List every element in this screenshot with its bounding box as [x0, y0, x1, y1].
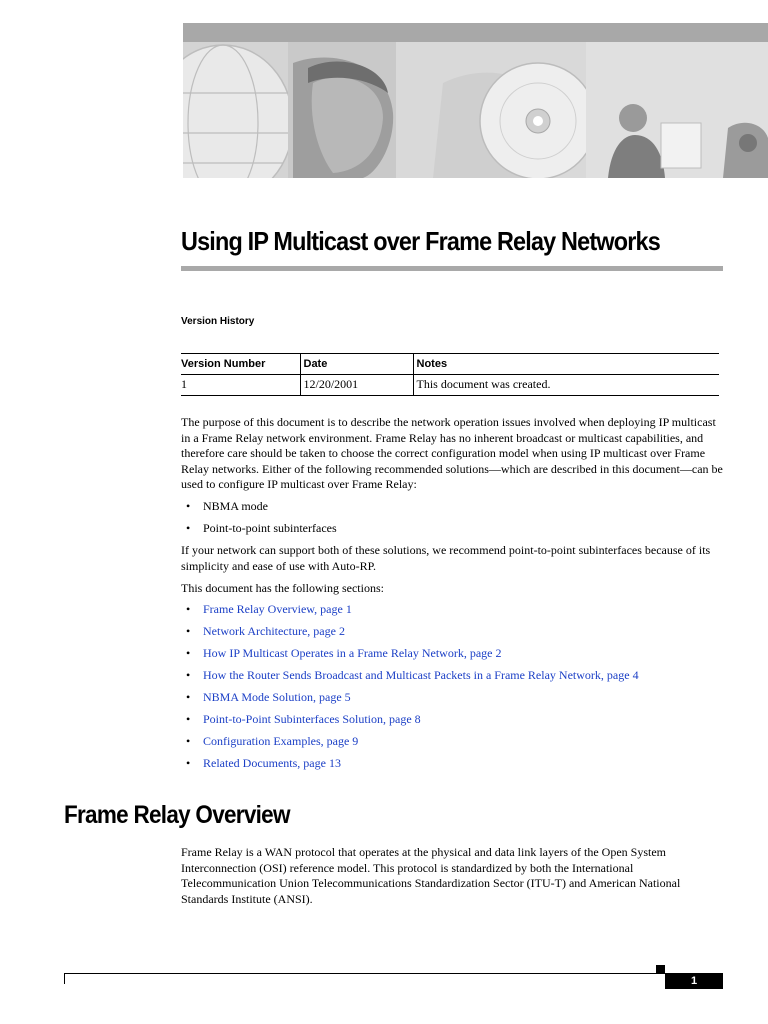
list-item	[181, 602, 639, 624]
version-history-label: Version History	[181, 316, 255, 327]
table-row	[181, 375, 719, 396]
sections-intro: This document has the following sections:	[181, 581, 384, 595]
column-header-notes: Notes	[413, 354, 719, 375]
document-title: Using IP Multicast over Frame Relay Networks	[181, 226, 660, 256]
list-item	[181, 734, 639, 756]
solutions-list	[181, 499, 337, 543]
header-banner-image	[183, 23, 768, 178]
column-header-version: Version Number	[181, 354, 300, 375]
version-history-table	[181, 353, 719, 396]
bullet-icon: •	[186, 756, 191, 770]
section-link-nbma-mode-solution[interactable]: NBMA Mode Solution, page 5	[203, 690, 351, 704]
title-rule	[181, 266, 723, 271]
list-item	[181, 668, 639, 690]
list-item	[181, 712, 639, 734]
column-header-date: Date	[300, 354, 413, 375]
cell-version: 1	[181, 375, 300, 396]
person-face-graphic	[288, 42, 396, 178]
person-at-computer-graphic	[586, 42, 768, 178]
banner-illustration	[183, 23, 768, 178]
footer-left-tick	[64, 973, 65, 984]
footer-marker	[656, 965, 665, 974]
list-item	[181, 690, 639, 712]
section-link-point-to-point-solution[interactable]: Point-to-Point Subinterfaces Solution, page 8	[203, 712, 421, 726]
frame-relay-overview-paragraph: Frame Relay is a WAN protocol that operates at the physical and data link layers of the Open System Interconnection (OSI) reference model. This protocol is standardized by both the International Telecommunication Union Telecommunications Standardization Sector (ITU-T) and American National Standards Institute (ANSI).	[181, 845, 681, 906]
bullet-icon: •	[186, 734, 191, 748]
section-link-how-ip-multicast-operates[interactable]: How IP Multicast Operates in a Frame Relay Network, page 2	[203, 646, 502, 660]
globe-graphic	[183, 42, 293, 178]
bullet-icon: •	[186, 668, 191, 682]
section-link-frame-relay-overview[interactable]: Frame Relay Overview, page 1	[203, 602, 352, 616]
section-link-related-documents[interactable]: Related Documents, page 13	[203, 756, 341, 770]
bullet-icon: •	[186, 646, 191, 660]
recommendation-paragraph: If your network can support both of these solutions, we recommend point-to-point subinterfaces because of its simplicity and ease of use with Auto-RP.	[181, 543, 711, 573]
list-item: • Point-to-point subinterfaces	[186, 521, 337, 535]
section-link-router-sends-packets[interactable]: How the Router Sends Broadcast and Multicast Packets in a Frame Relay Network, page 4	[203, 668, 639, 682]
page-number: 1	[665, 974, 723, 989]
section-link-network-architecture[interactable]: Network Architecture, page 2	[203, 624, 345, 638]
bullet-icon: •	[186, 602, 191, 616]
sections-list	[181, 602, 639, 778]
list-item	[181, 756, 639, 778]
cell-date: 12/20/2001	[300, 375, 413, 396]
bullet-icon: •	[186, 690, 191, 704]
list-item	[181, 624, 639, 646]
cd-disc-graphic	[396, 42, 596, 178]
list-item	[181, 646, 639, 668]
cell-notes: This document was created.	[413, 375, 719, 396]
section-link-configuration-examples[interactable]: Configuration Examples, page 9	[203, 734, 359, 748]
intro-paragraph: The purpose of this document is to describe the network operation issues involved when deploying IP multicast in a Frame Relay network environment. Frame Relay has no inherent broadcast or multicast capabilities, and therefore care should be taken to choose the correct configuration model when using IP multicast over Frame Relay networks. Either of the following recommended solutions—which are described in this document—can be used to configure IP multicast over Frame Relay:	[181, 415, 723, 491]
bullet-icon: •	[186, 712, 191, 726]
section-heading-frame-relay-overview: Frame Relay Overview	[64, 801, 290, 829]
footer-rule	[64, 973, 723, 974]
bullet-icon: •	[186, 521, 191, 535]
list-item: • NBMA mode	[186, 499, 269, 513]
bullet-icon: •	[186, 624, 191, 638]
table-header-row	[181, 354, 719, 375]
bullet-icon: •	[186, 499, 191, 513]
